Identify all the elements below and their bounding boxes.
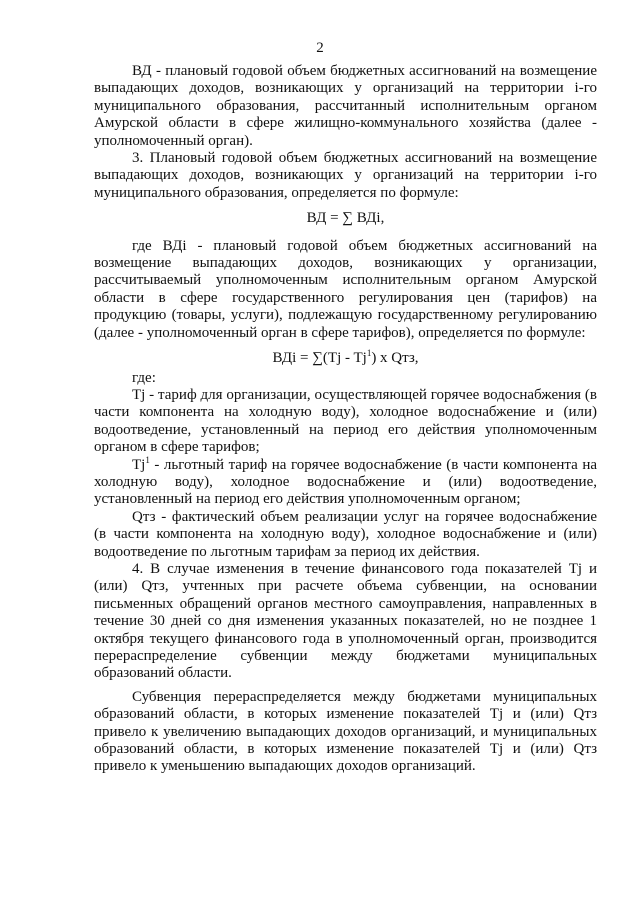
formula-vdi-right: ) x Qтз, [371,350,419,367]
tj1-text: - льготный тариф на горячее водоснабжение (в части компонента на холодную воду), холодное водоснабжение и (или) водоотведение, установленный на период его действия уполномоченным органом; [94,456,597,508]
tj1-label: Tj [132,456,146,473]
paragraph-4: 4. В случае изменения в течение финансового года показателей Tj и (или) Qтз, учтенных при расчете объема субвенции, на основании письменных обращений органов местного самоуправления, направленных в течение 30 дней со дня изменения указанных показателей, но не позднее 1 октября текущего финансового года в уполномоченный орган, производится перераспределение субвенции между бюджетами муниципальных образований области. [94,560,597,682]
formula-vdi-left: ВДi = ∑(Tj - Tj [272,350,367,367]
document-body [94,63,597,776]
paragraph-tj1-definition [94,454,597,509]
paragraph-redistribution: Субвенция перераспределяется между бюджетами муниципальных образований области, в которых изменение показателей Tj и (или) Qтз привело к увеличению выпадающих доходов организаций, и муниципальных образований области, в которых изменение показателей Tj и (или) Qтз привело к уменьшению выпадающих доходов организаций. [94,688,597,775]
page-number: 2 [316,40,324,56]
paragraph-3: 3. Плановый годовой объем бюджетных ассигнований на возмещение выпадающих доходов, возникающих у организаций на территории i-го муниципального образования, определяется по формуле: [94,150,597,201]
formula-vdi [94,350,597,367]
formula-vdi-sup: 1 [366,348,372,359]
paragraph-vd-definition: ВД - плановый годовой объем бюджетных ассигнований на возмещение выпадающих доходов, возникающих у организаций на территории i-го муниципального образования, рассчитанный исполнительным органом Амурской области в сфере жилищно-коммунального хозяйства (далее - уполномоченный орган). [94,63,597,149]
formula-vd: ВД = ∑ ВДi, [306,210,385,227]
tj1-sup: 1 [145,454,150,465]
where-label: где: [132,369,156,386]
paragraph-tj-definition: Tj - тариф для организации, осуществляющей горячее водоснабжения (в части компонента на холодную воду), холодное водоснабжение и (или) водоотведение, установленный на период его действия уполномоченным органом в сфере тарифов; [94,386,597,456]
paragraph-vdi-definition: где ВДi - плановый годовой объем бюджетных ассигнований на возмещение выпадающих доходов, возникающих у организации, рассчитываемый уполномоченным исполнительным органом Амурской области в сфере государственного регулирования цен (тарифов) на продукцию (товары, услуги), подлежащую государственному регулированию (далее - уполномоченный орган в сфере тарифов), определяется по формуле: [94,237,597,341]
paragraph-qtz-definition: Qтз - фактический объем реализации услуг на горячее водоснабжение (в части компонента на холодную воду), холодное водоснабжение и (или) водоотведение по льготным тарифам за период их действия. [94,508,597,560]
